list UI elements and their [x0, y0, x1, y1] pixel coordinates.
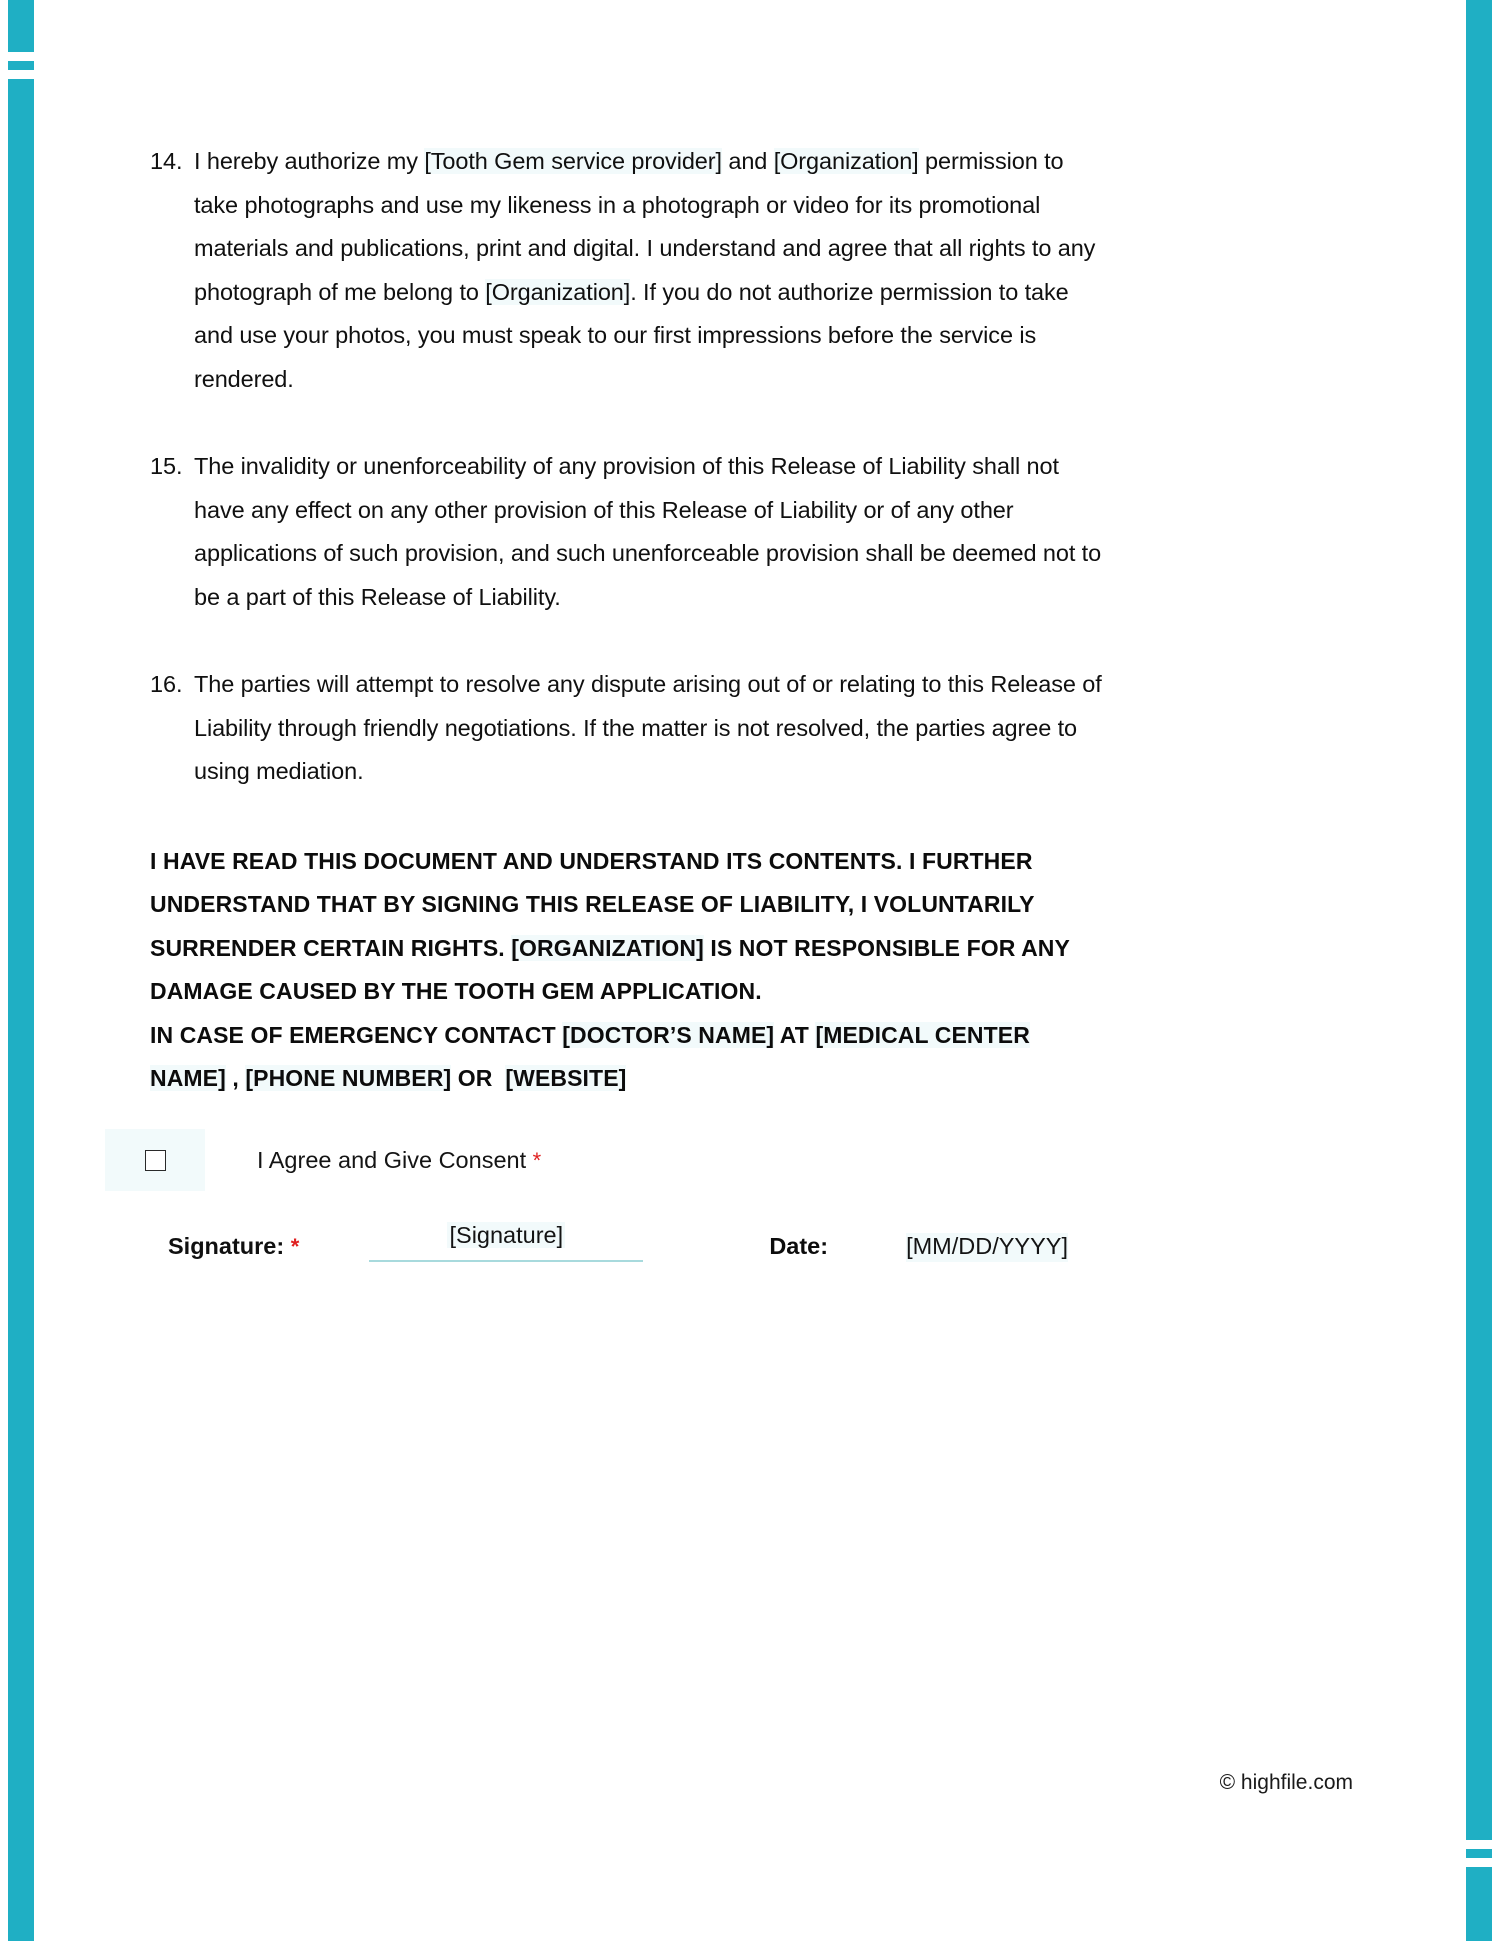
- placeholder-tooth-gem-provider: [Tooth Gem service provider]: [424, 148, 722, 174]
- signature-input[interactable]: [369, 1222, 643, 1262]
- consent-label: [257, 1147, 541, 1174]
- placeholder-organization-2: [Organization]: [485, 278, 631, 305]
- signature-date-row: [168, 1222, 1068, 1262]
- left-accent-notch-top: [0, 52, 44, 61]
- footer-copyright: © highfile.com: [1219, 1771, 1353, 1794]
- clause-14: [150, 140, 1110, 401]
- placeholder-medical-center-name: [MEDICAL CENTER NAME]: [150, 1021, 1030, 1091]
- left-accent-bar: [8, 0, 34, 1941]
- clause-15-number: 15.: [150, 453, 183, 479]
- placeholder-organization: [Organization]: [773, 148, 919, 174]
- clause-14-text: I hereby authorize my [Tooth Gem service provider] and [Organization] permission to take photographs and use my likeness in a photograph or video for its promotional materials and publications, print and digital. I understand and agree that all rights to any photograph of me belong to [Organization]. If you do not authorize permission to take and use your photos, you must speak to our first impressions before the service is rendered.: [194, 148, 1096, 392]
- acknowledgement-statement: I HAVE READ THIS DOCUMENT AND UNDERSTAND ITS CONTENTS. I FURTHER UNDERSTAND THAT BY SIGNING THIS RELEASE OF LIABILITY, I VOLUNTARILY SURRENDER CERTAIN RIGHTS. [ORGANIZATION] IS NOT RESPONSIBLE FOR ANY DAMAGE CAUSED BY THE TOOTH GEM APPLICATION.: [150, 847, 1070, 1004]
- consent-row: [105, 1129, 541, 1191]
- clause-16-number: 16.: [150, 671, 183, 697]
- right-accent-bar: [1466, 0, 1492, 1941]
- clause-16: [150, 663, 1110, 794]
- placeholder-organization-3: [ORGANIZATION]: [511, 934, 704, 961]
- signature-required-marker: *: [290, 1234, 300, 1259]
- placeholder-website: [WEBSITE]: [505, 1065, 627, 1091]
- placeholder-doctors-name: [DOCTOR’S NAME]: [562, 1021, 775, 1048]
- checkbox-icon[interactable]: [145, 1150, 166, 1171]
- signature-label: [168, 1233, 299, 1262]
- date-input[interactable]: [MM/DD/YYYY]: [906, 1233, 1068, 1262]
- consent-required-marker: *: [532, 1147, 542, 1173]
- consent-label-text: I Agree and Give Consent: [257, 1146, 527, 1173]
- right-accent-notch-top: [1456, 1840, 1500, 1849]
- emergency-contact-statement: IN CASE OF EMERGENCY CONTACT [DOCTOR’S NAME] AT [MEDICAL CENTER NAME] , [PHONE NUMBER] OR [WEBSITE]: [150, 1021, 1030, 1091]
- document-content: [150, 140, 1110, 1101]
- clause-15-text: The invalidity or unenforceability of any provision of this Release of Liability shall not have any effect on any other provision of this Release of Liability or of any other applications of such provision, and such unenforceable provision shall be deemed not to be a part of this Release of Liability.: [194, 453, 1102, 610]
- clause-16-text: The parties will attempt to resolve any dispute arising out of or relating to this Release of Liability through friendly negotiations. If the matter is not resolved, the parties agree to using mediation.: [194, 671, 1102, 784]
- left-accent-notch-bottom: [0, 70, 44, 79]
- clause-15: [150, 445, 1110, 619]
- placeholder-phone-number: [PHONE NUMBER]: [245, 1065, 452, 1091]
- signature-label-text: Signature:: [168, 1233, 285, 1259]
- right-accent-notch-bottom: [1456, 1858, 1500, 1867]
- signature-value: [Signature]: [449, 1222, 564, 1248]
- consent-checkbox-field[interactable]: [105, 1129, 205, 1191]
- clause-14-number: 14.: [150, 148, 183, 174]
- date-label: Date:: [769, 1233, 829, 1259]
